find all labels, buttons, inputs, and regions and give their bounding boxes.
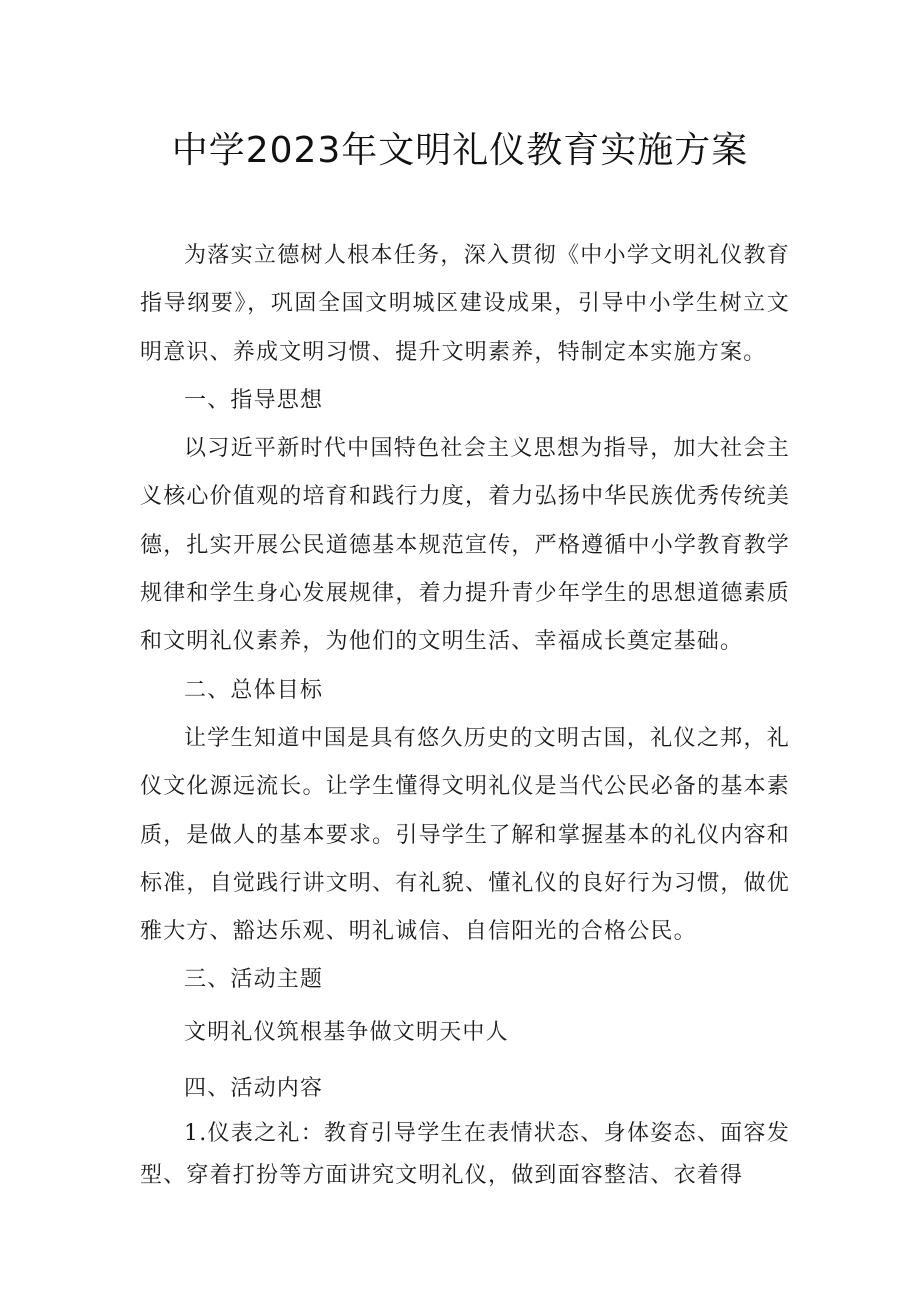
section-paragraph-activity-theme: 文明礼仪筑根基争做文明天中人	[184, 1019, 509, 1045]
section-paragraph-guiding-ideology: 以习近平新时代中国特色社会主义思想为指导，加大社会主义核心价值观的培育和践行力度，着力弘扬中华民族优秀传统美德，扎实开展公民道德基本规范宣传，严格遵循中小学教育教学规律和学生身心发展规律，着力提升青少年学生的思想道德素质和文明礼仪素养，为他们的文明生活、幸福成长奠定基础。	[140, 436, 790, 655]
section-heading-guiding-ideology: 一、指导思想	[184, 387, 324, 413]
section-paragraph-overall-goal: 让学生知道中国是具有悠久历史的文明古国，礼仪之邦，礼仪文化源远流长。让学生懂得文明礼仪是当代公民必备的基本素质，是做人的基本要求。引导学生了解和掌握基本的礼仪内容和标准，自觉践行讲文明、有礼貌、懂礼仪的良好行为习惯，做优雅大方、豁达乐观、明礼诚信、自信阳光的合格公民。	[140, 725, 790, 945]
section-heading-activity-theme: 三、活动主题	[184, 967, 324, 993]
activity-item-1: 1.仪表之礼：教育引导学生在表情状态、身体姿态、面容发型、穿着打扮等方面讲究文明礼仪，做到面容整洁、衣着得	[140, 1120, 790, 1188]
intro-paragraph: 为落实立德树人根本任务，深入贯彻《中小学文明礼仪教育指导纲要》，巩固全国文明城区建设成果，引导中小学生树立文明意识、养成文明习惯、提升文明素养，特制定本实施方案。	[140, 243, 790, 365]
section-heading-activity-content: 四、活动内容	[184, 1075, 324, 1101]
document-title: 中学2023年文明礼仪教育实施方案	[171, 130, 749, 171]
section-heading-overall-goal: 二、总体目标	[184, 677, 324, 703]
document-body	[140, 232, 790, 1197]
